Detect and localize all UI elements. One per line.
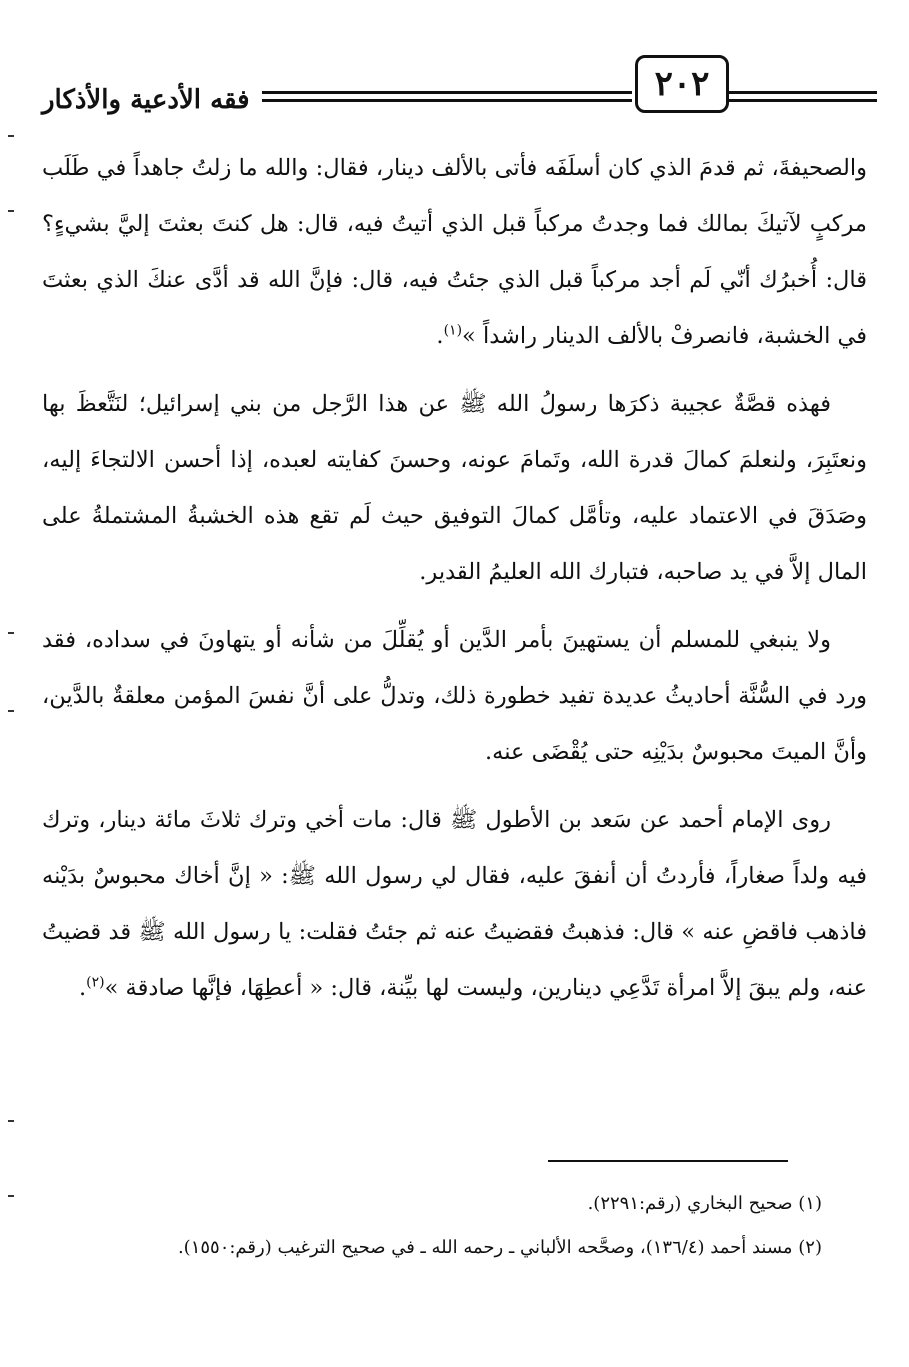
footnote-ref-1: (١) — [443, 322, 463, 339]
header-rule-right-top — [727, 91, 877, 94]
main-text — [42, 140, 867, 1028]
margin-mark — [8, 632, 14, 634]
page-number: ٢٠٢ — [635, 55, 729, 113]
header-rule-right-bottom — [727, 99, 877, 102]
margin-mark — [8, 1195, 14, 1197]
footnote-separator — [548, 1160, 788, 1162]
running-header-title: فقه الأدعية والأذكار — [42, 85, 250, 115]
margin-mark — [8, 710, 14, 712]
page-header — [30, 55, 880, 145]
paragraph-debt-warning: ولا ينبغي للمسلم أن يستهينَ بأمر الدَّين أو يُقلِّلَ من شأنه أو يتهاونَ في سداده، فقد ورد في السُّنَّة أحاديثُ عديدة تفيد خطورة ذلك، وتدلُّ على أنَّ نفسَ المؤمن معلقةٌ بالدَّين، وأنَّ الميتَ محبوسٌ بدَيْنِه حتى يُقْضَى عنه. — [42, 627, 867, 765]
header-rule-left-top — [262, 91, 632, 94]
footnotes — [42, 1182, 822, 1270]
paragraph-story-lesson: فهذه قصَّةٌ عجيبة ذكرَها رسولُ الله ﷺ عن هذا الرَّجل من بني إسرائيل؛ لنَتَّعظَ بها ونعتَبِرَ، ولنعلمَ كمالَ قدرة الله، وتَمامَ عونه، وحسنَ كفايته لعبده، إذا أحسن الالتجاءَ إليه، وصَدَقَ في الاعتماد عليه، وتأمَّل كمالَ التوفيق حيث لَم تقع هذه الخشبةُ المشتملةُ على المال إلاَّ في يد صاحبه، فتبارك الله العليمُ القدير. — [42, 391, 867, 585]
paragraph-ahmad-narration: روى الإمام أحمد عن سَعد بن الأطول ﷺ قال: مات أخي وترك ثلاثَ مائة دينار، وترك فيه ولداً صغاراً، فأردتُ أن أنفقَ عليه، فقال لي رسول الله ﷺ: « إنَّ أخاك محبوسٌ بدَيْنه فاذهب فاقضِ عنه » قال: فذهبتُ فقضيتُ عنه ثم جئتُ فقلت: يا رسول الله ﷺ قد قضيتُ عنه، ولم يبقَ إلاَّ امرأة تَدَّعِي دينارين، وليست لها بيِّنة، قال: « أعطِهَا، فإنَّها صادقة »$^{(٢)}$. — [42, 807, 867, 1001]
margin-mark — [8, 135, 14, 137]
header-rule-left-bottom — [262, 99, 632, 102]
footnote-ref-2: (٢) — [86, 974, 105, 991]
footnote-1: (١) صحيح البخاري (رقم:٢٢٩١). — [587, 1193, 822, 1214]
margin-mark — [8, 1120, 14, 1122]
footnote-2: (٢) مسند أحمد (١٣٦/٤)، وصحَّحه الألباني ـ رحمه الله ـ في صحيح الترغيب (رقم:١٥٥٠). — [177, 1237, 822, 1258]
margin-mark — [8, 210, 14, 212]
paragraph-hadith-ending: والصحيفةَ، ثم قدمَ الذي كان أسلَفَه فأتى بالألف دينار، فقال: والله ما زلتُ جاهداً في طَلَب مركبٍ لآتيكَ بمالك فما وجدتُ مركباً قبل الذي أتيتُ فيه، قال: هل كنتَ بعثتَ إليَّ بشيءٍ؟ قال: أُخبرُك أنّي لَم أجد مركباً قبل الذي جئتُ فيه، قال: فإنَّ الله قد أدَّى عنكَ الذي بعثتَ في الخشبة، فانصرفْ بالألف الدينار راشداً »$^{(١)}$. — [42, 155, 867, 349]
